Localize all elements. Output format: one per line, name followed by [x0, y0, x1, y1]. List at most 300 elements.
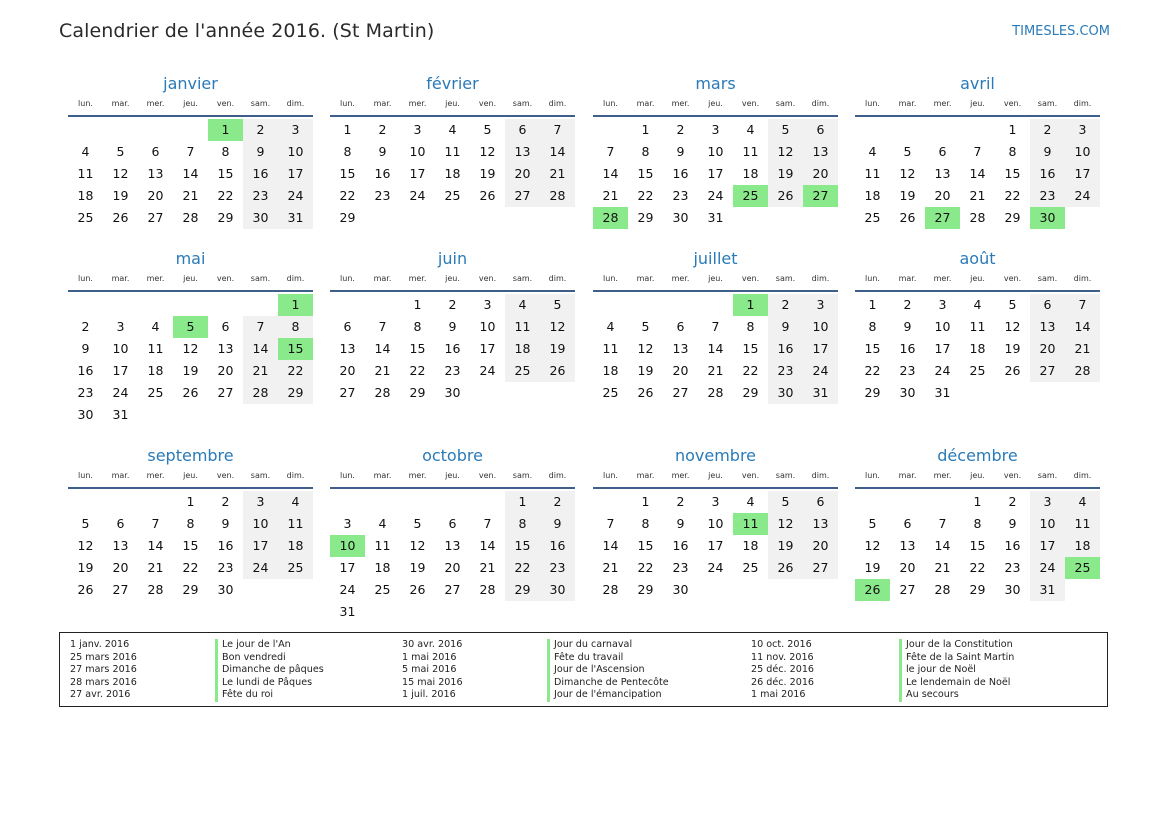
- day-cell: 22: [637, 188, 654, 203]
- weekday-label: lun.: [78, 471, 93, 480]
- day-cell: 12: [112, 166, 129, 181]
- weekday-label: ven.: [1003, 274, 1022, 283]
- month-février: [330, 74, 575, 229]
- legend-holiday-name: Le lendemain de Noël: [899, 677, 1014, 690]
- day-cell: 8: [1008, 144, 1017, 159]
- weekday-label: lun.: [340, 471, 355, 480]
- day-cell: 22: [409, 363, 426, 378]
- day-cell: 18: [77, 188, 94, 203]
- weekday-label: dim.: [811, 471, 830, 480]
- day-cell: 2: [1008, 494, 1017, 509]
- day-cell: 30: [217, 582, 234, 597]
- legend-date: 25 déc. 2016: [751, 664, 815, 675]
- day-cell: 26: [899, 210, 916, 225]
- day-cell: 2: [1030, 119, 1065, 141]
- day-cell: 24: [934, 363, 951, 378]
- day-cell: 4: [1065, 491, 1100, 513]
- weekday-label: jeu.: [183, 99, 198, 108]
- weekday-label: mer.: [408, 471, 427, 480]
- weekday-label: dim.: [548, 99, 567, 108]
- day-cell: 14: [707, 341, 724, 356]
- weekday-label: sam.: [775, 99, 796, 108]
- weekday-label: jeu.: [708, 274, 723, 283]
- day-cell: 16: [1004, 538, 1021, 553]
- day-cell: 13: [444, 538, 461, 553]
- weekday-label: dim.: [548, 471, 567, 480]
- empty-cell: [925, 491, 960, 513]
- day-cell: 18: [1065, 535, 1100, 557]
- day-cell: 15: [637, 166, 654, 181]
- weekday-label: lun.: [603, 471, 618, 480]
- day-cell: 12: [768, 141, 803, 163]
- month-name: octobre: [422, 446, 483, 465]
- holiday-day-cell: 27: [803, 185, 838, 207]
- weekday-label: jeu.: [445, 274, 460, 283]
- day-cell: 3: [483, 297, 492, 312]
- day-cell: 2: [81, 319, 90, 334]
- weekday-label: dim.: [286, 274, 305, 283]
- day-cell: 11: [1065, 513, 1100, 535]
- legend-names-column-1: [215, 639, 324, 702]
- weekday-label: ven.: [478, 274, 497, 283]
- day-cell: 17: [1065, 163, 1100, 185]
- day-cell: 26: [112, 210, 129, 225]
- day-cell: 20: [672, 363, 689, 378]
- day-cell: 21: [479, 560, 496, 575]
- day-cell: 5: [81, 516, 90, 531]
- day-cell: 13: [672, 341, 689, 356]
- day-cell: 18: [505, 338, 540, 360]
- day-cell: 4: [868, 144, 877, 159]
- day-cell: 2: [378, 122, 387, 137]
- site-link[interactable]: TIMESLES.COM: [1012, 24, 1110, 39]
- weekday-label: sam.: [250, 99, 271, 108]
- header-rule: [855, 487, 1100, 489]
- month-mars: [593, 74, 838, 229]
- day-cell: 23: [217, 560, 234, 575]
- legend-holiday-name: Dimanche de pâques: [215, 664, 324, 677]
- day-cell: 1: [973, 494, 982, 509]
- day-cell: 13: [1030, 316, 1065, 338]
- weekday-label: lun.: [865, 274, 880, 283]
- day-cell: 28: [707, 385, 724, 400]
- weekday-label: mer.: [408, 99, 427, 108]
- day-cell: 28: [147, 582, 164, 597]
- legend-date: 28 mars 2016: [70, 676, 137, 688]
- day-cell: 20: [899, 560, 916, 575]
- legend-holiday-name: Le lundi de Pâques: [215, 677, 324, 690]
- month-name: janvier: [163, 74, 218, 93]
- day-cell: 16: [77, 363, 94, 378]
- weekday-label: jeu.: [183, 471, 198, 480]
- day-cell: 25: [374, 582, 391, 597]
- empty-cell: [663, 294, 698, 316]
- day-cell: 19: [112, 188, 129, 203]
- day-cell: 5: [413, 516, 422, 531]
- day-cell: 20: [147, 188, 164, 203]
- day-cell: 8: [868, 319, 877, 334]
- day-cell: 9: [768, 316, 803, 338]
- weekday-header: [593, 469, 838, 485]
- day-cell: 1: [868, 297, 877, 312]
- weekday-label: lun.: [340, 274, 355, 283]
- day-cell: 7: [938, 516, 947, 531]
- day-cell: 19: [540, 338, 575, 360]
- day-cell: 11: [374, 538, 391, 553]
- day-cell: 3: [1030, 491, 1065, 513]
- weekday-label: mar.: [636, 471, 655, 480]
- day-cell: 27: [147, 210, 164, 225]
- day-cell: 24: [707, 188, 724, 203]
- day-cell: 27: [217, 385, 234, 400]
- month-octobre: [330, 446, 575, 623]
- day-cell: 1: [641, 122, 650, 137]
- day-cell: 28: [243, 382, 278, 404]
- day-cell: 5: [868, 516, 877, 531]
- day-cell: 18: [602, 363, 619, 378]
- empty-cell: [243, 294, 278, 316]
- legend-holiday-name: Jour du carnaval: [547, 639, 669, 652]
- day-cell: 9: [81, 341, 90, 356]
- day-cell: 18: [969, 341, 986, 356]
- day-cell: 13: [505, 141, 540, 163]
- day-cell: 6: [448, 516, 457, 531]
- day-cell: 7: [151, 516, 160, 531]
- day-cell: 6: [505, 119, 540, 141]
- day-cell: 13: [339, 341, 356, 356]
- day-cell: 11: [505, 316, 540, 338]
- empty-cell: [138, 119, 173, 141]
- legend-date: 11 nov. 2016: [751, 651, 814, 663]
- day-cell: 15: [409, 341, 426, 356]
- day-cell: 25: [444, 188, 461, 203]
- weekday-label: mer.: [933, 274, 952, 283]
- day-cell: 14: [182, 166, 199, 181]
- day-cell: 26: [1004, 363, 1021, 378]
- day-cell: 17: [278, 163, 313, 185]
- day-cell: 28: [969, 210, 986, 225]
- day-cell: 20: [505, 163, 540, 185]
- day-cell: 27: [1030, 360, 1065, 382]
- weekday-label: jeu.: [970, 99, 985, 108]
- header-rule: [68, 487, 313, 489]
- day-cell: 10: [1030, 513, 1065, 535]
- weekday-label: mar.: [898, 274, 917, 283]
- day-cell: 26: [768, 557, 803, 579]
- day-cell: 28: [182, 210, 199, 225]
- day-cell: 6: [221, 319, 230, 334]
- day-cell: 23: [768, 360, 803, 382]
- day-cell: 19: [182, 363, 199, 378]
- holiday-day-cell: 1: [733, 294, 768, 316]
- day-cell: 26: [768, 185, 803, 207]
- day-cell: 3: [343, 516, 352, 531]
- day-cell: 14: [374, 341, 391, 356]
- day-cell: 14: [1065, 316, 1100, 338]
- day-cell: 29: [278, 382, 313, 404]
- day-cell: 26: [409, 582, 426, 597]
- day-cell: 17: [479, 341, 496, 356]
- day-cell: 12: [1004, 319, 1021, 334]
- day-cell: 14: [147, 538, 164, 553]
- legend-date: 1 mai 2016: [751, 689, 806, 700]
- weekday-label: mar.: [373, 99, 392, 108]
- day-cell: 2: [676, 494, 685, 509]
- header-rule: [330, 487, 575, 489]
- day-cell: 24: [278, 185, 313, 207]
- weekday-label: dim.: [1073, 471, 1092, 480]
- weekday-label: sam.: [775, 274, 796, 283]
- day-cell: 10: [243, 513, 278, 535]
- day-cell: 16: [243, 163, 278, 185]
- header-rule: [855, 290, 1100, 292]
- day-cell: 15: [637, 538, 654, 553]
- day-cell: 27: [672, 385, 689, 400]
- day-cell: 1: [1008, 122, 1017, 137]
- day-cell: 8: [221, 144, 230, 159]
- day-cell: 17: [112, 363, 129, 378]
- day-cell: 24: [707, 560, 724, 575]
- weekday-label: ven.: [478, 99, 497, 108]
- day-cell: 15: [1004, 166, 1021, 181]
- day-cell: 23: [444, 363, 461, 378]
- legend-date: 1 mai 2016: [402, 651, 457, 663]
- day-cell: 8: [278, 316, 313, 338]
- day-grid: [855, 294, 1100, 404]
- day-cell: 9: [903, 319, 912, 334]
- day-cell: 19: [899, 188, 916, 203]
- day-cell: 14: [969, 166, 986, 181]
- weekday-label: ven.: [1003, 99, 1022, 108]
- month-name: février: [426, 74, 479, 93]
- weekday-label: sam.: [1037, 99, 1058, 108]
- day-cell: 14: [243, 338, 278, 360]
- day-cell: 14: [934, 538, 951, 553]
- day-cell: 21: [147, 560, 164, 575]
- day-cell: 29: [864, 385, 881, 400]
- month-septembre: [68, 446, 313, 601]
- day-cell: 11: [278, 513, 313, 535]
- day-cell: 24: [803, 360, 838, 382]
- weekday-label: mer.: [671, 274, 690, 283]
- header-rule: [855, 115, 1100, 117]
- header-rule: [593, 487, 838, 489]
- day-cell: 6: [343, 319, 352, 334]
- header-rule: [593, 115, 838, 117]
- weekday-label: jeu.: [183, 274, 198, 283]
- day-cell: 22: [182, 560, 199, 575]
- day-cell: 3: [1065, 119, 1100, 141]
- day-cell: 12: [637, 341, 654, 356]
- day-cell: 19: [409, 560, 426, 575]
- day-cell: 24: [479, 363, 496, 378]
- day-cell: 26: [540, 360, 575, 382]
- day-grid: [593, 294, 838, 404]
- day-cell: 23: [374, 188, 391, 203]
- day-cell: 13: [112, 538, 129, 553]
- day-cell: 7: [186, 144, 195, 159]
- day-cell: 9: [1030, 141, 1065, 163]
- day-cell: 28: [602, 582, 619, 597]
- day-cell: 22: [742, 363, 759, 378]
- day-cell: 22: [217, 188, 234, 203]
- weekday-label: mer.: [671, 471, 690, 480]
- day-cell: 21: [243, 360, 278, 382]
- day-cell: 6: [151, 144, 160, 159]
- day-grid: [593, 119, 838, 229]
- day-cell: 31: [707, 210, 724, 225]
- day-cell: 7: [540, 119, 575, 141]
- weekday-label: lun.: [865, 471, 880, 480]
- day-cell: 4: [81, 144, 90, 159]
- page-title: Calendrier de l'année 2016. (St Martin): [59, 20, 435, 42]
- weekday-label: dim.: [811, 99, 830, 108]
- day-cell: 16: [1030, 163, 1065, 185]
- day-cell: 29: [637, 582, 654, 597]
- weekday-label: jeu.: [970, 274, 985, 283]
- day-cell: 29: [742, 385, 759, 400]
- day-cell: 14: [602, 166, 619, 181]
- day-cell: 5: [903, 144, 912, 159]
- day-cell: 21: [1065, 338, 1100, 360]
- day-cell: 10: [479, 319, 496, 334]
- month-name: novembre: [674, 446, 757, 465]
- day-cell: 9: [221, 516, 230, 531]
- day-cell: 7: [1065, 294, 1100, 316]
- weekday-label: mar.: [111, 471, 130, 480]
- day-cell: 13: [803, 141, 838, 163]
- empty-cell: [173, 119, 208, 141]
- legend-dates-column-2: [402, 639, 463, 702]
- legend-holiday-name: Jour de l'émancipation: [547, 689, 669, 702]
- day-cell: 7: [483, 516, 492, 531]
- weekday-label: sam.: [250, 471, 271, 480]
- weekday-header: [855, 272, 1100, 288]
- day-cell: 2: [243, 119, 278, 141]
- day-cell: 11: [602, 341, 619, 356]
- day-cell: 7: [711, 319, 720, 334]
- day-cell: 20: [217, 363, 234, 378]
- month-name: décembre: [937, 446, 1018, 465]
- weekday-label: sam.: [1037, 274, 1058, 283]
- day-cell: 8: [641, 144, 650, 159]
- day-cell: 10: [934, 319, 951, 334]
- day-cell: 27: [899, 582, 916, 597]
- day-cell: 12: [540, 316, 575, 338]
- weekday-header: [593, 272, 838, 288]
- day-cell: 7: [973, 144, 982, 159]
- weekday-label: lun.: [340, 99, 355, 108]
- holiday-day-cell: 25: [733, 185, 768, 207]
- legend-holiday-name: Fête du travail: [547, 652, 669, 665]
- empty-cell: [925, 119, 960, 141]
- day-grid: [330, 294, 575, 404]
- day-cell: 3: [711, 122, 720, 137]
- legend-holiday-name: Jour de la Constitution: [899, 639, 1014, 652]
- holiday-day-cell: 5: [173, 316, 208, 338]
- day-cell: 6: [116, 516, 125, 531]
- day-cell: 22: [864, 363, 881, 378]
- month-avril: [855, 74, 1100, 229]
- month-name: mai: [175, 249, 206, 268]
- day-cell: 10: [409, 144, 426, 159]
- weekday-header: [593, 97, 838, 113]
- legend-holiday-name: Fête du roi: [215, 689, 324, 702]
- weekday-label: ven.: [1003, 471, 1022, 480]
- weekday-label: ven.: [741, 274, 760, 283]
- day-cell: 15: [217, 166, 234, 181]
- day-cell: 1: [343, 122, 352, 137]
- day-cell: 31: [1030, 579, 1065, 601]
- day-cell: 1: [413, 297, 422, 312]
- empty-cell: [68, 491, 103, 513]
- day-cell: 25: [77, 210, 94, 225]
- day-cell: 10: [707, 144, 724, 159]
- weekday-label: mar.: [636, 99, 655, 108]
- day-cell: 28: [479, 582, 496, 597]
- day-cell: 15: [182, 538, 199, 553]
- day-cell: 19: [637, 363, 654, 378]
- day-cell: 15: [505, 535, 540, 557]
- day-cell: 21: [602, 188, 619, 203]
- weekday-label: sam.: [1037, 471, 1058, 480]
- legend-date: 10 oct. 2016: [751, 639, 812, 650]
- weekday-label: lun.: [603, 274, 618, 283]
- day-cell: 4: [151, 319, 160, 334]
- day-cell: 22: [339, 188, 356, 203]
- weekday-label: dim.: [286, 471, 305, 480]
- day-cell: 2: [676, 122, 685, 137]
- legend-date: 26 déc. 2016: [751, 676, 815, 688]
- day-cell: 24: [1030, 557, 1065, 579]
- day-cell: 4: [278, 491, 313, 513]
- day-cell: 5: [641, 319, 650, 334]
- day-cell: 19: [1004, 341, 1021, 356]
- day-cell: 16: [374, 166, 391, 181]
- empty-cell: [330, 294, 365, 316]
- day-cell: 9: [243, 141, 278, 163]
- holiday-day-cell: 25: [1065, 557, 1100, 579]
- day-cell: 4: [505, 294, 540, 316]
- day-cell: 15: [864, 341, 881, 356]
- holiday-legend: [59, 632, 1108, 707]
- day-cell: 7: [378, 319, 387, 334]
- day-cell: 20: [1030, 338, 1065, 360]
- legend-date: 27 avr. 2016: [70, 689, 131, 700]
- weekday-label: dim.: [548, 274, 567, 283]
- day-cell: 5: [1008, 297, 1017, 312]
- day-cell: 18: [742, 166, 759, 181]
- empty-cell: [173, 294, 208, 316]
- day-cell: 30: [1004, 582, 1021, 597]
- day-cell: 6: [1030, 294, 1065, 316]
- weekday-label: dim.: [1073, 274, 1092, 283]
- day-cell: 17: [243, 535, 278, 557]
- day-cell: 17: [409, 166, 426, 181]
- day-cell: 28: [540, 185, 575, 207]
- legend-date: 1 juil. 2016: [402, 689, 456, 700]
- day-cell: 10: [707, 516, 724, 531]
- day-cell: 22: [637, 560, 654, 575]
- day-cell: 22: [505, 557, 540, 579]
- day-cell: 24: [339, 582, 356, 597]
- day-cell: 30: [672, 582, 689, 597]
- day-cell: 4: [746, 122, 755, 137]
- day-cell: 8: [505, 513, 540, 535]
- day-cell: 29: [217, 210, 234, 225]
- holiday-day-cell: 10: [330, 535, 365, 557]
- weekday-label: dim.: [1073, 99, 1092, 108]
